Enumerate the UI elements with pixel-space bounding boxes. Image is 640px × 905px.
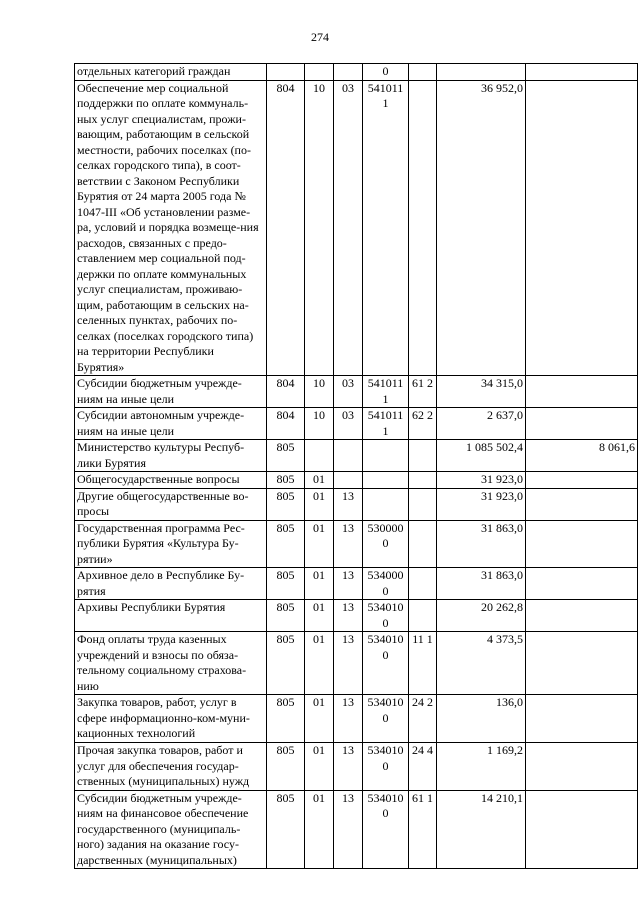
cell-section-text: 10	[313, 376, 325, 390]
cell-amount	[437, 600, 526, 632]
cell-section	[305, 488, 334, 520]
cell-section	[305, 376, 334, 408]
cell-section-text: 01	[313, 568, 325, 582]
cell-amount-text: 2 637,0	[487, 408, 523, 422]
cell-extra-amount	[526, 440, 638, 472]
cell-ministry-code	[267, 568, 305, 600]
cell-name	[75, 472, 267, 489]
cell-section	[305, 440, 334, 472]
cell-expense-type	[409, 600, 437, 632]
table-row	[75, 632, 638, 695]
cell-amount-text: 31 863,0	[481, 520, 523, 535]
cell-section	[305, 743, 334, 791]
cell-ministry-code	[267, 408, 305, 440]
cell-amount	[437, 695, 526, 743]
cell-target-article-text: 0	[382, 64, 389, 78]
cell-expense-type-text: 11 1	[412, 632, 433, 646]
table-row	[75, 376, 638, 408]
cell-expense-type	[409, 790, 437, 869]
cell-name	[75, 64, 267, 81]
cell-name	[75, 600, 267, 632]
cell-name-text: Субсидии бюджетным учрежде-ниям на финансовое обеспечение государственного (муниципаль-ного) задания на оказание госу-дарственных (муниципальных)	[77, 790, 249, 867]
cell-ministry-code	[267, 743, 305, 791]
cell-expense-type-text: 61 1	[412, 790, 433, 805]
cell-extra-amount	[526, 568, 638, 600]
cell-expense-type	[409, 743, 437, 791]
cell-subsection	[334, 520, 363, 568]
cell-extra-amount	[526, 520, 638, 568]
cell-expense-type	[409, 80, 437, 376]
table-row	[75, 408, 638, 440]
cell-section-text: 10	[313, 80, 325, 95]
cell-section-text: 01	[313, 600, 325, 614]
cell-amount-text: 14 210,1	[481, 790, 523, 805]
cell-ministry-code	[267, 600, 305, 632]
cell-section	[305, 790, 334, 869]
cell-target-article-text: 534010 0	[367, 790, 404, 820]
cell-ministry-code-text: 805	[276, 632, 295, 646]
cell-subsection	[334, 632, 363, 695]
cell-section	[305, 600, 334, 632]
cell-subsection	[334, 488, 363, 520]
cell-expense-type	[409, 376, 437, 408]
cell-target-article	[363, 743, 409, 791]
table-row	[75, 80, 638, 376]
table-row	[75, 520, 638, 568]
cell-amount-text: 31 923,0	[481, 488, 523, 503]
cell-target-article-text: 534010 0	[367, 743, 404, 773]
cell-subsection-text: 13	[342, 790, 354, 805]
table-row	[75, 790, 638, 869]
cell-section	[305, 472, 334, 489]
cell-name	[75, 632, 267, 695]
cell-ministry-code-text: 805	[276, 695, 295, 709]
cell-amount-text: 20 262,8	[481, 600, 523, 614]
cell-subsection-text: 13	[342, 743, 354, 757]
table-row	[75, 472, 638, 489]
cell-subsection-text: 13	[342, 520, 354, 535]
cell-ministry-code	[267, 80, 305, 376]
cell-subsection	[334, 695, 363, 743]
cell-name	[75, 440, 267, 472]
cell-target-article-text: 534010 0	[367, 632, 404, 662]
cell-amount	[437, 790, 526, 869]
cell-name-text: Прочая закупка товаров, работ и услуг для обеспечения государ-ственных (муниципальных) нужд	[77, 743, 250, 788]
cell-expense-type	[409, 64, 437, 81]
cell-subsection	[334, 600, 363, 632]
cell-section	[305, 568, 334, 600]
cell-amount	[437, 408, 526, 440]
cell-ministry-code	[267, 632, 305, 695]
cell-expense-type-text: 61 2	[412, 376, 433, 390]
cell-subsection-text: 13	[342, 568, 354, 582]
cell-target-article-text: 534010 0	[367, 600, 404, 630]
cell-subsection	[334, 472, 363, 489]
cell-amount-text: 4 373,5	[487, 632, 523, 646]
cell-target-article-text: 541011 1	[367, 408, 404, 438]
table-row	[75, 440, 638, 472]
cell-amount-text: 1 169,2	[487, 743, 523, 757]
cell-section	[305, 408, 334, 440]
cell-subsection	[334, 568, 363, 600]
cell-expense-type-text: 24 2	[412, 695, 433, 709]
cell-name-text: Государственная программа Рес-публики Бурятия «Культура Бу-рятии»	[77, 520, 245, 566]
cell-extra-amount	[526, 790, 638, 869]
cell-ministry-code	[267, 64, 305, 81]
cell-name-text: Субсидии автономным учрежде-ниям на иные цели	[77, 408, 245, 438]
cell-section	[305, 520, 334, 568]
cell-name	[75, 568, 267, 600]
cell-ministry-code-text: 805	[276, 743, 295, 757]
cell-subsection	[334, 64, 363, 81]
cell-name	[75, 80, 267, 376]
cell-target-article	[363, 80, 409, 376]
cell-name	[75, 695, 267, 743]
cell-section	[305, 632, 334, 695]
cell-amount	[437, 632, 526, 695]
cell-ministry-code	[267, 376, 305, 408]
cell-section-text: 01	[313, 632, 325, 646]
cell-expense-type	[409, 568, 437, 600]
cell-name	[75, 488, 267, 520]
cell-subsection	[334, 790, 363, 869]
cell-extra-amount-text: 8 061,6	[599, 440, 635, 454]
table-row	[75, 600, 638, 632]
cell-target-article-text: 541011 1	[367, 80, 404, 110]
cell-ministry-code-text: 805	[276, 568, 295, 582]
cell-target-article	[363, 568, 409, 600]
cell-name	[75, 376, 267, 408]
cell-ministry-code-text: 805	[276, 600, 295, 614]
cell-section-text: 01	[313, 695, 325, 709]
cell-name-text: Обеспечение мер социальной поддержки по оплате коммуналь-ных услуг специалистам, прожи-вающим, работающим в сельской местности, рабочих поселках (по-селках городского типа), в соот-ветствии с Законом Республики Бурятия от 24 марта 2005 года № 1047-III «Об установлении разме-ра, условий и порядка возмеще-ния расходов, связанных с предо-ставлением мер социальной под-держки по оплате коммунальных услуг специалистам, проживаю-щим, работающим в сельских на-селенных пунктах, рабочих по-селках (поселках городского типа) на территории Республики Бурятия»	[77, 80, 259, 374]
cell-subsection	[334, 743, 363, 791]
cell-extra-amount	[526, 408, 638, 440]
cell-extra-amount	[526, 488, 638, 520]
cell-expense-type-text: 24 4	[412, 743, 433, 757]
cell-name-text: отдельных категорий граждан	[77, 64, 231, 78]
cell-name-text: Фонд оплаты труда казенных учреждений и взносы по обяза-тельному социальному страхова-нию	[77, 632, 247, 693]
cell-target-article-text: 530000 0	[367, 520, 404, 550]
cell-name	[75, 520, 267, 568]
cell-target-article	[363, 472, 409, 489]
cell-extra-amount	[526, 695, 638, 743]
cell-target-article-text: 534000 0	[367, 568, 404, 598]
cell-section-text: 10	[313, 408, 325, 422]
cell-subsection	[334, 408, 363, 440]
page-number: 274	[311, 30, 329, 44]
cell-amount-text: 31 923,0	[481, 472, 523, 486]
cell-section-text: 01	[313, 488, 325, 503]
cell-amount	[437, 472, 526, 489]
cell-target-article	[363, 376, 409, 408]
cell-subsection-text: 03	[342, 80, 354, 95]
cell-target-article	[363, 440, 409, 472]
cell-extra-amount	[526, 472, 638, 489]
cell-name-text: Архивы Республики Бурятия	[77, 600, 226, 614]
cell-section	[305, 80, 334, 376]
cell-expense-type-text: 62 2	[412, 408, 433, 422]
cell-amount	[437, 440, 526, 472]
cell-target-article-text: 534010 0	[367, 695, 404, 725]
cell-subsection	[334, 80, 363, 376]
cell-amount-text: 34 315,0	[481, 376, 523, 390]
cell-ministry-code	[267, 790, 305, 869]
cell-amount	[437, 80, 526, 376]
cell-extra-amount	[526, 80, 638, 376]
cell-extra-amount	[526, 64, 638, 81]
cell-target-article	[363, 408, 409, 440]
table-row	[75, 695, 638, 743]
cell-subsection	[334, 440, 363, 472]
cell-ministry-code-text: 804	[276, 376, 295, 390]
table-row	[75, 568, 638, 600]
cell-name-text: Закупка товаров, работ, услуг в сфере информационно-ком-муни-кационных технологий	[77, 695, 250, 740]
cell-ministry-code-text: 805	[276, 790, 295, 805]
cell-amount	[437, 64, 526, 81]
cell-amount-text: 31 863,0	[481, 568, 523, 582]
cell-target-article	[363, 488, 409, 520]
cell-name-text: Архивное дело в Республике Бу-рятия	[77, 568, 245, 598]
cell-ministry-code	[267, 520, 305, 568]
cell-amount	[437, 520, 526, 568]
cell-name-text: Субсидии бюджетным учрежде-ниям на иные цели	[77, 376, 242, 406]
cell-section-text: 01	[313, 790, 325, 805]
cell-subsection-text: 13	[342, 632, 354, 646]
cell-subsection-text: 03	[342, 376, 354, 390]
cell-extra-amount	[526, 632, 638, 695]
cell-subsection-text: 13	[342, 695, 354, 709]
cell-target-article-text: 541011 1	[367, 376, 404, 406]
cell-subsection	[334, 376, 363, 408]
cell-expense-type	[409, 695, 437, 743]
cell-section-text: 01	[313, 472, 325, 486]
cell-name-text: Министерство культуры Респуб-лики Бурятия	[77, 440, 245, 470]
cell-expense-type	[409, 488, 437, 520]
cell-expense-type	[409, 440, 437, 472]
cell-target-article	[363, 632, 409, 695]
cell-target-article	[363, 600, 409, 632]
cell-amount	[437, 568, 526, 600]
table-row	[75, 64, 638, 81]
cell-subsection-text: 03	[342, 408, 354, 422]
cell-amount	[437, 376, 526, 408]
cell-amount	[437, 743, 526, 791]
table-row	[75, 743, 638, 791]
table-row	[75, 488, 638, 520]
cell-target-article	[363, 695, 409, 743]
cell-section	[305, 695, 334, 743]
cell-amount-text: 136,0	[496, 695, 523, 709]
budget-table	[74, 63, 638, 869]
cell-subsection-text: 13	[342, 488, 354, 503]
cell-ministry-code-text: 805	[276, 488, 295, 503]
cell-extra-amount	[526, 600, 638, 632]
cell-ministry-code	[267, 488, 305, 520]
cell-ministry-code-text: 805	[276, 472, 295, 486]
cell-name	[75, 743, 267, 791]
cell-name	[75, 790, 267, 869]
cell-section-text: 01	[313, 520, 325, 535]
cell-ministry-code-text: 805	[276, 520, 295, 535]
cell-name-text: Общегосударственные вопросы	[77, 472, 240, 486]
cell-section	[305, 64, 334, 81]
cell-ministry-code-text: 804	[276, 408, 295, 422]
cell-subsection-text: 13	[342, 600, 354, 614]
cell-extra-amount	[526, 376, 638, 408]
cell-expense-type	[409, 408, 437, 440]
cell-ministry-code	[267, 695, 305, 743]
cell-ministry-code-text: 805	[276, 440, 295, 454]
cell-expense-type	[409, 520, 437, 568]
cell-target-article	[363, 520, 409, 568]
cell-name	[75, 408, 267, 440]
cell-expense-type	[409, 632, 437, 695]
cell-amount-text: 1 085 502,4	[466, 440, 523, 454]
cell-extra-amount	[526, 743, 638, 791]
cell-name-text: Другие общегосударственные во-просы	[77, 488, 249, 518]
cell-target-article	[363, 64, 409, 81]
cell-target-article	[363, 790, 409, 869]
cell-amount	[437, 488, 526, 520]
cell-section-text: 01	[313, 743, 325, 757]
cell-ministry-code-text: 804	[276, 80, 295, 95]
cell-ministry-code	[267, 440, 305, 472]
cell-expense-type	[409, 472, 437, 489]
cell-ministry-code	[267, 472, 305, 489]
cell-amount-text: 36 952,0	[481, 80, 523, 95]
